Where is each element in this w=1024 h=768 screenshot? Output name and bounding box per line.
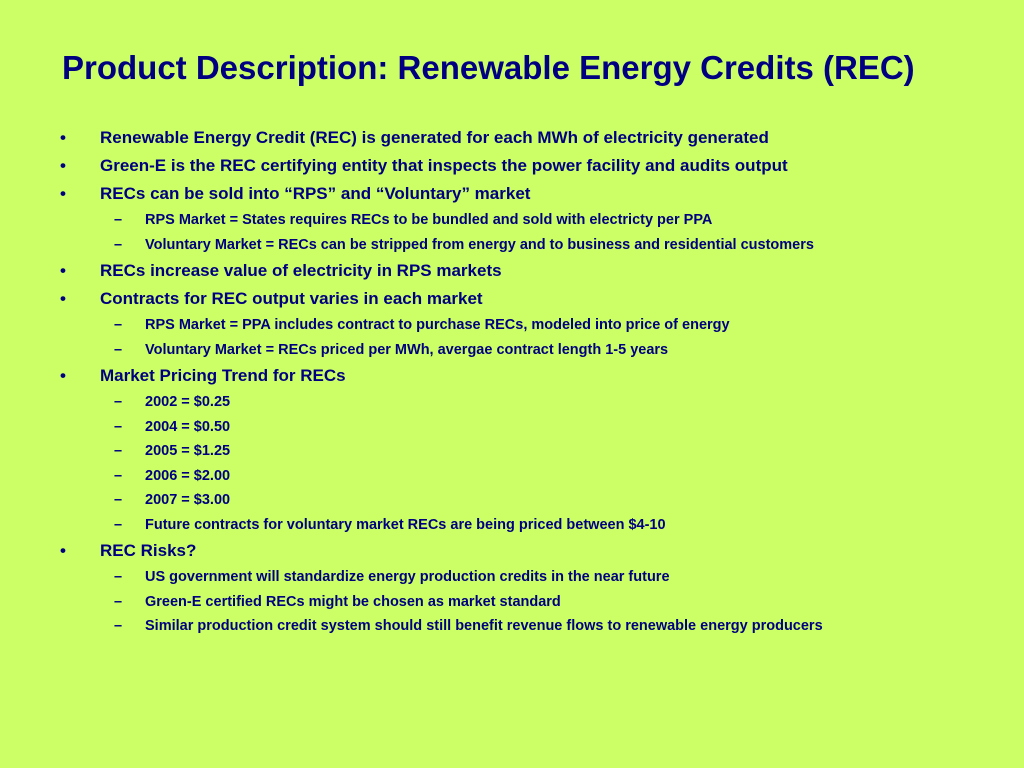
bullet-text: Voluntary Market = RECs priced per MWh, avergae contract length 1-5 years (145, 341, 669, 358)
bullet-marker: • (60, 541, 66, 560)
sub-bullet-item (0, 590, 1024, 615)
bullet-text: 2005 = $1.25 (145, 443, 231, 460)
dash-marker: – (114, 516, 123, 533)
dash-marker: – (114, 618, 123, 635)
bullet-item (0, 362, 1024, 390)
bullet-text: Green-E is the REC certifying entity that inspects the power facility and audits output (100, 156, 788, 175)
slide-title: Product Description: Renewable Energy Credits (REC) (62, 49, 915, 86)
dash-marker: – (114, 443, 123, 460)
dash-marker: – (114, 236, 123, 253)
bullet-text: RECs can be sold into “RPS” and “Voluntary” market (100, 184, 531, 203)
bullet-text: Future contracts for voluntary market RECs are being priced between $4-10 (145, 516, 666, 533)
bullet-text: Similar production credit system should still benefit revenue flows to renewable energy producers (145, 618, 823, 635)
bullet-text: 2006 = $2.00 (145, 467, 231, 484)
bullet-text: 2002 = $0.25 (145, 394, 231, 411)
sub-bullet-item (0, 513, 1024, 538)
bullet-item (0, 152, 1024, 180)
dash-marker: – (114, 569, 123, 586)
sub-bullet-item (0, 415, 1024, 440)
bullet-text: Renewable Energy Credit (REC) is generated for each MWh of electricity generated (100, 128, 769, 147)
bullet-list (0, 124, 1024, 639)
sub-bullet-item (0, 313, 1024, 338)
bullet-text: US government will standardize energy production credits in the near future (145, 569, 670, 586)
bullet-text: Market Pricing Trend for RECs (100, 366, 346, 385)
bullet-text: REC Risks? (100, 541, 197, 560)
dash-marker: – (114, 317, 123, 334)
sub-bullet-item (0, 565, 1024, 590)
dash-marker: – (114, 492, 123, 509)
bullet-item (0, 537, 1024, 565)
bullet-text: Voluntary Market = RECs can be stripped from energy and to business and residential customers (145, 236, 814, 253)
sub-bullet-item (0, 439, 1024, 464)
sub-bullet-item (0, 208, 1024, 233)
dash-marker: – (114, 467, 123, 484)
sub-bullet-item (0, 464, 1024, 489)
bullet-text: 2007 = $3.00 (145, 492, 231, 509)
sub-bullet-item (0, 390, 1024, 415)
sub-bullet-item (0, 233, 1024, 258)
bullet-item (0, 257, 1024, 285)
dash-marker: – (114, 394, 123, 411)
sub-bullet-item (0, 614, 1024, 639)
bullet-text: RPS Market = PPA includes contract to purchase RECs, modeled into price of energy (145, 317, 730, 334)
dash-marker: – (114, 212, 123, 229)
bullet-text: Contracts for REC output varies in each market (100, 289, 483, 308)
bullet-item (0, 180, 1024, 208)
sub-bullet-item (0, 338, 1024, 363)
bullet-marker: • (60, 366, 66, 385)
dash-marker: – (114, 593, 123, 610)
bullet-marker: • (60, 184, 66, 203)
bullet-marker: • (60, 128, 66, 147)
dash-marker: – (114, 418, 123, 435)
bullet-text: Green-E certified RECs might be chosen as market standard (145, 593, 561, 610)
bullet-item (0, 124, 1024, 152)
bullet-text: RPS Market = States requires RECs to be bundled and sold with electricty per PPA (145, 212, 713, 229)
bullet-marker: • (60, 261, 66, 280)
bullet-marker: • (60, 289, 66, 308)
sub-bullet-item (0, 488, 1024, 513)
dash-marker: – (114, 341, 123, 358)
bullet-text: 2004 = $0.50 (145, 418, 231, 435)
bullet-marker: • (60, 156, 66, 175)
bullet-item (0, 285, 1024, 313)
bullet-text: RECs increase value of electricity in RPS markets (100, 261, 502, 280)
